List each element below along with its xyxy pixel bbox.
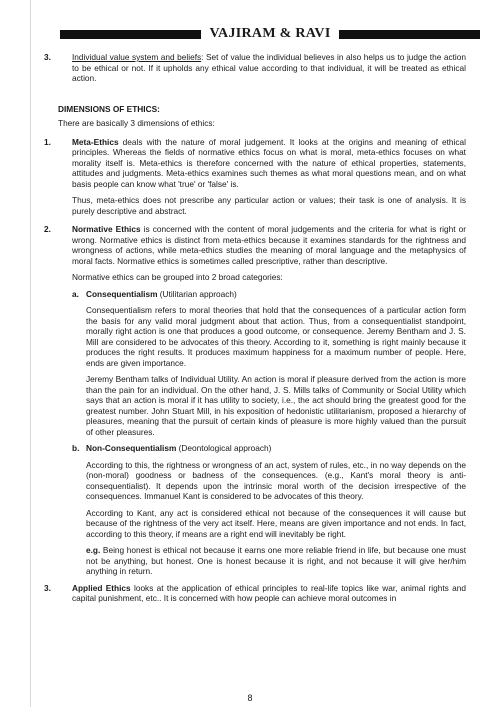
intro-item <box>44 52 466 84</box>
dimension-para2-2: Normative ethics can be grouped into 2 broad categories: <box>72 272 283 282</box>
page-body <box>44 52 467 604</box>
subcategory-b-para-2: According to Kant, any act is considered ethical not because of the consequences it will cause but because of the rightness of the very act itself. Here, means are given importance and not ends. In fact, according to this theory, if means are a right end will inevitably be right. <box>86 507 466 539</box>
dimension-item-1 <box>44 136 466 190</box>
dimension-number-3: 3. <box>44 582 51 593</box>
dimension-number-2: 2. <box>44 224 51 234</box>
dimension-term-1: Meta-Ethics <box>72 136 119 147</box>
dimension-item-2 <box>44 224 466 266</box>
subcategory-a-term: Consequentialism <box>86 288 158 299</box>
binding-edge <box>30 0 31 707</box>
subcategory-a-para-2: Jeremy Bentham talks of Individual Utility. An action is moral if pleasure derived from the action is more than the pain for an individual. On the other hand, J. S. Mills talks of Community or Social Utility which says that an action is moral if it has utility to society, i.e., the act should bring the greatest good for the greatest number. John Stuart Mill, in his exposition of hedonistic utilitarianism, proposed a hierarchy of pleasures, meaning that the pursuit of certain kinds of pleasure is more highly valued than the pursuit of other pleasures. <box>86 374 466 437</box>
dimension-text-2: is concerned with the content of moral judgements and the criteria for what is right or wrong. Normative ethics is distinct from meta-ethics because it examines standards for the rightness and wrongness of actions, while meta-ethics studies the meaning of moral language and the metaphysics of moral facts. Normative ethics is sometimes called prescriptive, rather than descriptive. <box>72 224 466 266</box>
dimension-term-2: Normative Ethics <box>72 224 141 234</box>
subcategory-a-letter: a. <box>72 288 79 299</box>
subcategory-b-example <box>58 545 466 577</box>
dimension-text-1: deals with the nature of moral judgement. It looks at the origins and meaning of ethical principles. Whereas the fields of normative ethics focus on what is moral, meta-ethics focuses on what morality itself is. Meta-ethics is therefore concerned with the nature of ethical properties, statements, attitudes and judgments. Meta-ethics examines such themes as what moral questions mean, and on what basis people can know what 'true' or 'false' is. <box>72 136 466 189</box>
section-heading: DIMENSIONS OF ETHICS: <box>58 103 160 114</box>
subcategory-b-letter: b. <box>72 443 80 453</box>
header-bar-left <box>60 30 201 39</box>
subcategory-a-heading <box>58 289 466 300</box>
header-title: VAJIRAM & RAVI <box>209 26 331 41</box>
header-bar-right <box>339 30 480 39</box>
subcategory-a-note: (Utilitarian approach) <box>157 288 237 299</box>
intro-item-term: Individual value system and beliefs <box>72 52 202 62</box>
dimension-term-3: Applied Ethics <box>72 582 131 593</box>
subcategory-b-para-1: According to this, the rightness or wrongness of an act, system of rules, etc., in no way depends on the (non-moral) goodness or badness of the consequences. (e.g., Kant's moral theory is anti-consequentialist). It depends upon the intrinsic moral worth of the decision irrespective of the consequences. Immanuel Kant is considered to be advocates of this theory. <box>86 459 466 501</box>
example-label: e.g. <box>86 545 101 555</box>
example-text: Being honest is ethical not because it earns one more reliable friend in life, but because one must not be anything, but honest. One is honest because it is right, and not because it will give her/him anything in return. <box>86 545 466 576</box>
subcategory-b-term: Non-Consequentialism <box>86 443 177 453</box>
dimension-para2-1: Thus, meta-ethics does not prescribe any particular action or values; their task is one of analysis. It is purely descriptive and abstract. <box>72 195 466 216</box>
subcategory-a-para-1: Consequentialism refers to moral theories that hold that the consequences of a particular action form the basis for any valid moral judgment about that action. Thus, from a consequentialist standpoint, morally right action is one that produces a good outcome, or consequence. Jeremy Bentham and J. S. Mill are considered to be advocates of this theory. According to it, something is right mainly because it produces the right results. It produces maximum happiness for a maximum number of people. Here, ends are given importance. <box>86 305 466 368</box>
dimension-text-3: looks at the application of ethical principles to real-life topics like war, animal rights and capital punishment, etc.. It is concerned with how people can achieve moral outcomes in <box>72 582 467 603</box>
section-lead: There are basically 3 dimensions of ethics: <box>58 118 215 128</box>
page-number: 8 <box>247 693 253 703</box>
page-header <box>60 26 480 42</box>
subcategory-b-note: (Deontological approach) <box>176 443 272 453</box>
intro-item-number: 3. <box>44 52 51 62</box>
dimension-item-3 <box>44 582 467 604</box>
intro-item-text: : Set of value the individual believes in also helps us to judge the action to be ethical or not. If it upholds any ethical value according to that individual, it will be treated as ethical action. <box>72 52 466 83</box>
dimension-number-1: 1. <box>44 136 51 147</box>
subcategory-b-heading <box>58 443 466 454</box>
